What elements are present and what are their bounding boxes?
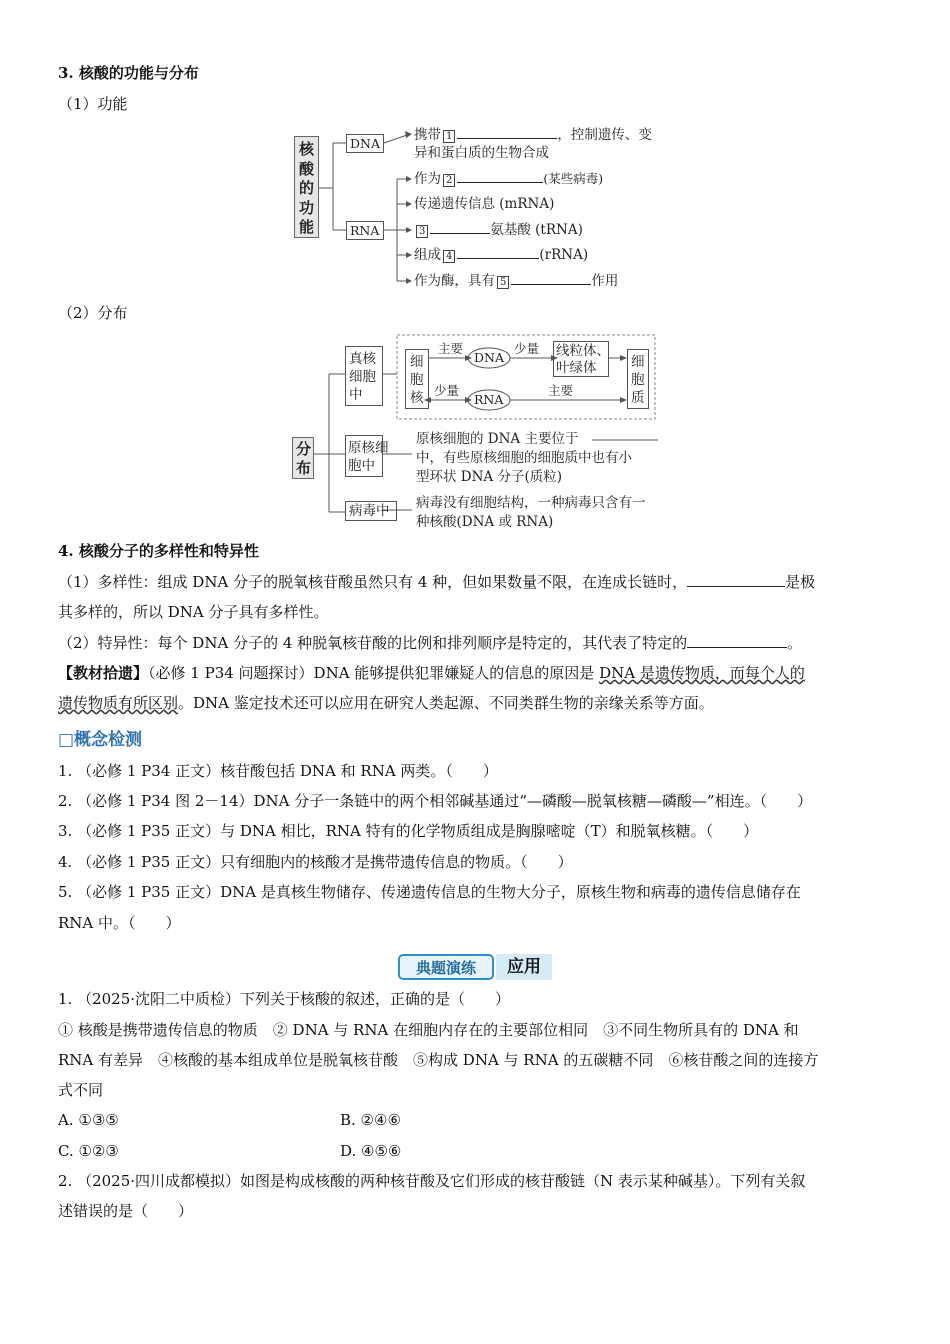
concept-item: 5. （必修 1 P35 正文）DNA 是真核生物储存、传递遗传信息的生物大分子，原核生物和病毒的遗传信息储存在: [58, 883, 801, 901]
section-title: 3. 核酸的功能与分布: [58, 64, 199, 82]
dna-node: DNA: [346, 134, 384, 153]
option-d: D. ④⑤⑥: [340, 1142, 402, 1160]
arrow-label-main: 主要: [438, 341, 464, 356]
arrow-label-few: 少量: [434, 383, 460, 398]
concept-item: 3. （必修 1 P35 正文）与 DNA 相比，RNA 特有的化学物质组成是胸腺嘧啶（T）和脱氧核糖。（ ）: [58, 822, 759, 840]
dna-function-line2: 异和蛋白质的生物合成: [414, 145, 549, 161]
arrow-label-main: 主要: [548, 383, 574, 398]
arrow-label-few: 少量: [514, 341, 540, 356]
practice-banner: [398, 952, 553, 982]
diversity-paragraph-cont: 其多样的，所以 DNA 分子具有多样性。: [58, 603, 329, 621]
concept-check-title: □概念检测: [58, 730, 143, 750]
prokaryote-node: 原核细 胞中: [345, 435, 383, 477]
subsection-distribution: （2）分布: [58, 304, 128, 322]
rna-function-item: 传递遗传信息 (mRNA): [414, 196, 555, 212]
dna-function-line1: 携带 1 ，控制遗传、变: [414, 127, 652, 143]
rna-function-item: 组成 4 (rRNA): [414, 247, 589, 263]
option-a: A. ①③⑤: [58, 1111, 119, 1129]
mito-chloroplast-node: 线粒体、 叶绿体: [553, 341, 609, 377]
rna-function-item: 作为 2 (某些病毒): [414, 171, 604, 187]
cytoplasm-node: 细 胞 质: [627, 349, 649, 409]
option-b: B. ②④⑥: [340, 1111, 401, 1129]
banner-left: 典题演练: [398, 954, 494, 980]
concept-item: 4. （必修 1 P35 正文）只有细胞内的核酸才是携带遗传信息的物质。（ ）: [58, 853, 573, 871]
question-statements: 式不同: [58, 1081, 104, 1099]
nucleus-node: 细 胞 核: [405, 349, 429, 409]
concept-item: 1. （必修 1 P34 正文）核苷酸包括 DNA 和 RNA 两类。（ ）: [58, 762, 498, 780]
banner-right: 应用: [496, 954, 552, 980]
rna-function-item: 作为酶，具有 5 作用: [414, 273, 619, 289]
eukaryote-node: 真核 细胞 中: [345, 346, 383, 406]
concept-item: 2. （必修 1 P34 图 2－14）DNA 分子一条链中的两个相邻碱基通过“—磷酸—脱氧核糖—磷酸—”相连。（ ）: [58, 792, 813, 810]
question-stem: 2. （2025·四川成都模拟）如图是构成核酸的两种核苷酸及它们形成的核苷酸链（N 表示某种碱基）。下列有关叙: [58, 1172, 806, 1190]
virus-node: 病毒中: [345, 501, 397, 521]
distribution-root-box: 分 布: [292, 437, 314, 479]
question-stem-cont: 述错误的是（ ）: [58, 1202, 194, 1220]
function-root-text: 核 酸 的 功 能: [299, 140, 315, 236]
dna-ellipse-label: DNA: [474, 350, 504, 365]
question-stem: 1. （2025·沈阳二中质检）下列关于核酸的叙述，正确的是（ ）: [58, 990, 511, 1008]
option-c: C. ①②③: [58, 1142, 119, 1160]
virus-text: 病毒没有细胞结构，一种病毒只含有一 种核酸(DNA 或 RNA): [416, 495, 646, 530]
diversity-paragraph: （1）多样性：组成 DNA 分子的脱氧核苷酸虽然只有 4 种，但如果数量不限，在连成长链时， 是极: [58, 573, 816, 591]
rna-node: RNA: [346, 221, 384, 240]
textbook-tip-cont: 遗传物质有所区别。DNA 鉴定技术还可以应用在研究人类起源、不同类群生物的亲缘关系等方面。: [58, 694, 714, 712]
rna-function-item: 3 氨基酸 (tRNA): [414, 222, 583, 238]
subsection-function: （1）功能: [58, 95, 128, 113]
question-statements: ① 核酸是携带遗传信息的物质 ② DNA 与 RNA 在细胞内存在的主要部位相同 ③不同生物所具有的 DNA 和: [58, 1021, 799, 1039]
rna-ellipse-label: RNA: [474, 392, 504, 407]
function-root-box: [294, 136, 319, 238]
textbook-tip: 【教材拾遗】（必修 1 P34 问题探讨）DNA 能够提供犯罪嫌疑人的信息的原因是 DNA 是遗传物质，而每个人的: [58, 664, 805, 682]
question-statements: RNA 有差异 ④核酸的基本组成单位是脱氧核苷酸 ⑤构成 DNA 与 RNA 的五碳糖不同 ⑥核苷酸之间的连接方: [58, 1051, 819, 1069]
concept-item-cont: RNA 中。（ ）: [58, 914, 181, 932]
specificity-paragraph: （2）特异性：每个 DNA 分子的 4 种脱氧核苷酸的比例和排列顺序是特定的，其代表了特定的 。: [58, 634, 803, 652]
section-title: 4. 核酸分子的多样性和特异性: [58, 542, 259, 560]
prokaryote-text: 原核细胞的 DNA 主要位于 中，有些原核细胞的细胞质中也有小 型环状 DNA 分子(质粒): [416, 431, 632, 485]
